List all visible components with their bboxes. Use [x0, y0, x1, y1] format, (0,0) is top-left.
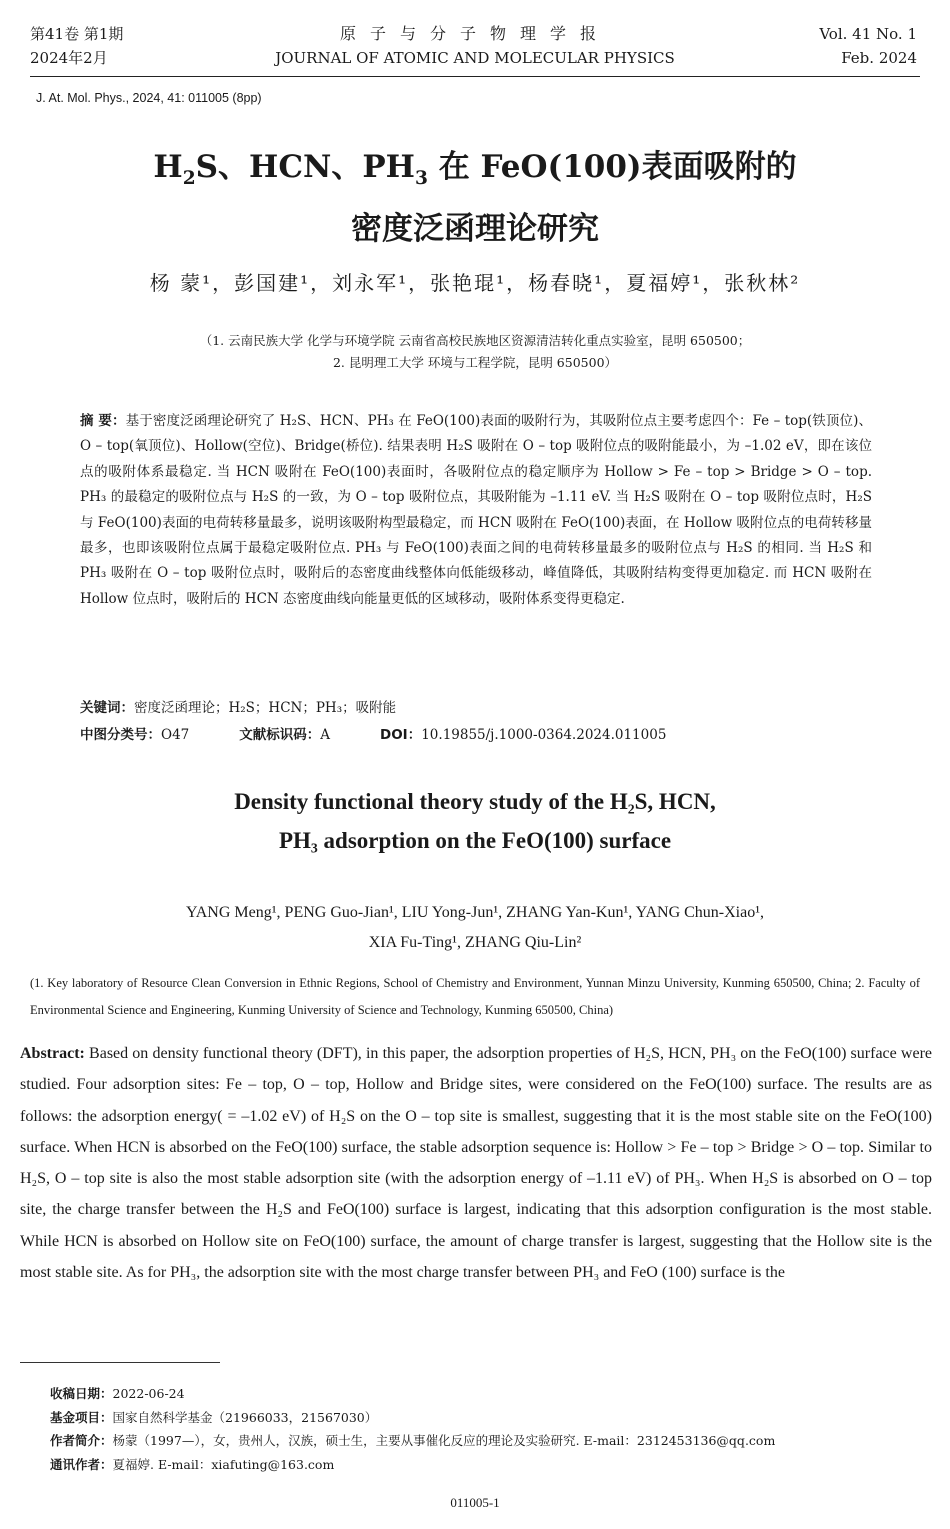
keywords-cn: [80, 696, 396, 716]
title-en-line1: Density functional theory study of the H₂S, HCN,: [234, 789, 716, 814]
publication-date-cn: 2024年2月: [30, 49, 108, 67]
footnote-author-bio: 作者简介：杨蒙（1997—），女，贵州人，汉族，硕士生，主要从事催化反应的理论及实验研究. E-mail：2312453136@qq.com: [50, 1433, 776, 1448]
affiliations-en: (1. Key laboratory of Resource Clean Conversion in Ethnic Regions, School of Chemistry and Environment, Yunnan Minzu University, Kunming 650500, China; 2. Faculty of Environmental Science and Engineering, Kunming University of Science and Technology, Kunming 650500, China): [30, 976, 920, 1017]
affiliation-cn-line1: （1. 云南民族大学 化学与环境学院 云南省高校民族地区资源清洁转化重点实验室，昆明 650500；: [199, 333, 751, 348]
doi-label: DOI：: [380, 727, 422, 743]
title-cn-line2: 密度泛函理论研究: [351, 211, 599, 248]
footnote-funding: 基金项目：国家自然科学基金（21966033，21567030）: [50, 1409, 378, 1425]
title-cn: [0, 142, 950, 254]
authors-en-line1: YANG Meng¹, PENG Guo-Jian¹, LIU Yong-Jun¹, ZHANG Yan-Kun¹, YANG Chun-Xiao¹,: [185, 904, 765, 921]
citation: J. At. Mol. Phys., 2024, 41: 011005 (8pp): [36, 91, 262, 105]
title-cn-line1: $H_2S$、HCN、$PH_3$ 在 FeO(100)表面吸附的: [153, 149, 797, 190]
abstract-cn-text: 基于密度泛函理论研究了 H₂S、HCN、PH₃ 在 FeO(100)表面的吸附行为，其吸附位点主要考虑四个：Fe – top(铁顶位)、O – top(氧顶位)、Hollow(空位)、Bridge(桥位). 结果表明 H₂S 吸附在 O – top 吸附位点的吸附能最小，为 –1.02 eV，即在该位点的吸附体系最稳定. 当 HCN 吸附在 FeO(100)表面时，各吸附位点的稳定顺序为 Hollow > Fe – top > Bridge > O – top. PH₃ 的最稳定的吸附位点与 H₂S 的一致，为 O – top 吸附位点，其吸附能为 –1.11 eV. 当 H₂S 吸附在 O – top 吸附位点时，H₂S 与 FeO(100)表面的电荷转移量最多，说明该吸附构型最稳定，而 HCN 吸附在 FeO(100)表面，在 Hollow 吸附位点的电荷转移量最多，也即该吸附位点属于最稳定吸附位点. PH₃ 与 FeO(100)表面之间的电荷转移量最多的吸附位点与 H₂S 的相同. 当 H₂S 和 PH₃ 吸附在 O – top 吸附位点时，吸附后的态密度曲线整体向低能级移动，峰值降低，其吸附结构变得更加稳定. 而 HCN 吸附在 Hollow 位点时，吸附后的 HCN 态密度曲线向能量更低的区域移动，吸附体系变得更稳定.: [80, 413, 873, 607]
doc-code-value: A: [320, 727, 330, 743]
doc-code-label: 文献标识码：: [239, 727, 321, 743]
page-number: 011005-1: [450, 1495, 500, 1510]
footnote-divider: [20, 1362, 220, 1363]
clc-value: O47: [161, 727, 190, 743]
journal-volume-en: [819, 22, 917, 70]
abstract-en-label: Abstract:: [20, 1045, 85, 1062]
title-en-line2: PH₃ adsorption on the FeO(100) surface: [278, 828, 672, 853]
footnote-corresponding-author: 通讯作者：夏福婷. E-mail：xiafuting@163.com: [50, 1456, 335, 1472]
authors-cn: 杨 蒙¹，彭国建¹，刘永军¹，张艳琨¹，杨春晓¹，夏福婷¹，张秋林²: [149, 271, 801, 295]
journal-name-en: JOURNAL OF ATOMIC AND MOLECULAR PHYSICS: [275, 49, 675, 67]
title-en: [0, 782, 950, 860]
authors-en: [0, 898, 950, 958]
authors-en-line2: XIA Fu-Ting¹, ZHANG Qiu-Lin²: [368, 934, 582, 951]
abstract-cn-label: 摘 要：: [80, 413, 126, 429]
abstract-cn: [80, 409, 872, 612]
journal-name-cn: 原子与分子物理学报: [339, 24, 610, 43]
publication-date-en: Feb. 2024: [841, 49, 917, 67]
journal-name: [0, 22, 950, 70]
abstract-en-text: Based on density functional theory (DFT), in this paper, the adsorption properties of H₂S, HCN, PH₃ on the FeO(100) surface were studied. Four adsorption sites: Fe – top, O – top, Hollow and Bridge sites, were considered on the FeO(100) surface. The results are as follows: the adsorption energy( = –1.02 eV) of H₂S on the O – top site is smallest, suggesting that it is the most stable site on the FeO(100) surface. When HCN is absorbed on the FeO(100) surface, the stable adsorption sequence is: Hollow > Fe – top > Bridge > O – top. Similar to H₂S, O – top site is also the most stable adsorption site (with the adsorption energy of –1.11 eV) of PH₃. When H₂S is absorbed on O – top site, the charge transfer between the H₂S and FeO(100) surface is largest, indicating that this adsorption configuration is the most stable. While HCN is absorbed on Hollow site on FeO(100) surface, the amount of charge transfer is largest, suggesting that the Hollow site is the most stable site. As for PH₃, the adsorption site with the most charge transfer between PH₃ and FeO (100) surface is the: [20, 1045, 932, 1282]
doi-link[interactable]: 10.19855/j.1000-0364.2024.011005: [421, 727, 667, 743]
abstract-en: [20, 1038, 932, 1288]
clc-label: 中图分类号：: [80, 727, 161, 743]
affiliations-cn: [0, 330, 950, 374]
keywords-cn-text: 密度泛函理论；H₂S；HCN；PH₃；吸附能: [134, 700, 397, 716]
classification-line: [80, 723, 870, 743]
affiliation-cn-line2: 2. 昆明理工大学 环境与工程学院，昆明 650500）: [332, 355, 618, 370]
footnotes: [50, 1382, 775, 1476]
volume-number-en: Vol. 41 No. 1: [819, 25, 917, 43]
volume-issue: 第41卷 第1期: [30, 25, 124, 43]
footnote-received: 收稿日期：2022-06-24: [50, 1386, 185, 1401]
header-divider: [30, 76, 920, 77]
keywords-cn-label: 关键词：: [80, 700, 134, 716]
